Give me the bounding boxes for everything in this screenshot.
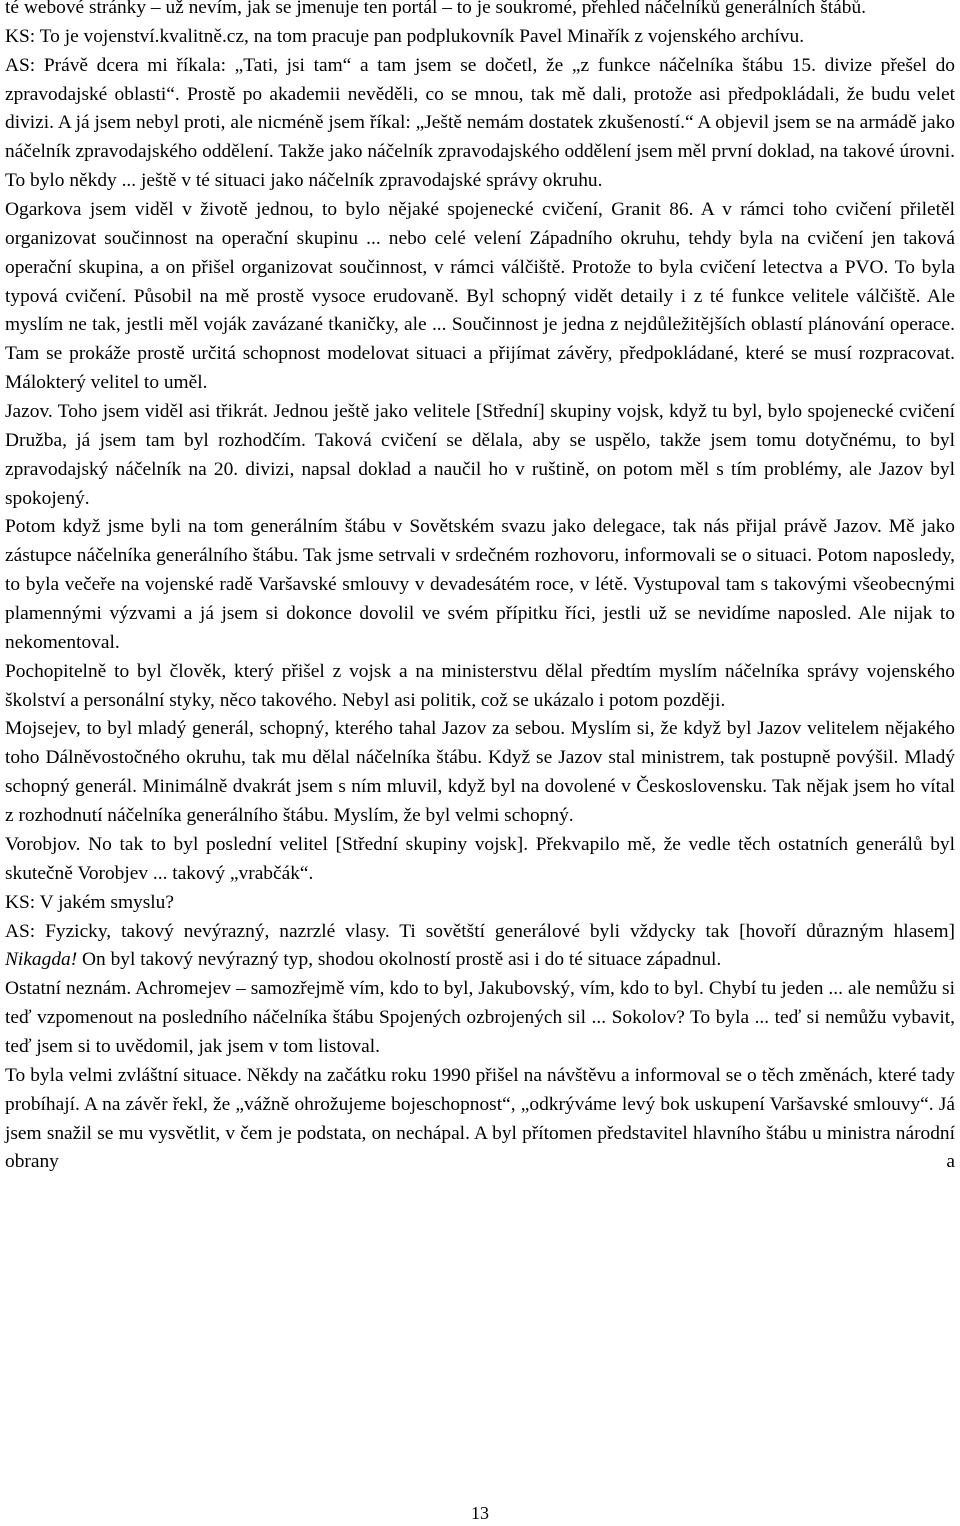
paragraph-text: Pochopitelně to byl člověk, který přišel z vojsk a na ministerstvu dělal předtím myslím náčelníka správy vojenského školství a personální styky, něco takového. Nebyl asi politik, což se ukázalo i potom později. (5, 660, 955, 711)
paragraph (5, 889, 955, 918)
paragraph (5, 918, 955, 976)
paragraph (5, 23, 955, 52)
paragraph (5, 1062, 955, 1177)
paragraph (5, 658, 955, 716)
paragraph (5, 196, 955, 398)
paragraph (5, 975, 955, 1062)
page-number: 13 (471, 1503, 489, 1523)
paragraph-text: AS: Právě dcera mi říkala: „Tati, jsi tam“ a tam jsem se dočetl, že „z funkce náčelníka štábu 15. divize přešel do zpravodajské oblasti“. Prostě po akademii nevěděli, co se mnou, tak mě dali, protože asi předpokládali, že budu velet divizi. A já jsem nebyl proti, ale nicméně jsem říkal: „Ještě nemám dostatek zkušeností.“ A objevil jsem se na armádě jako náčelník zpravodajského oddělení. Takže jako náčelník zpravodajského oddělení jsem měl první doklad, na takové úrovni. To bylo někdy ... ještě v té situaci jako náčelník zpravodajské správy okruhu. (5, 54, 955, 192)
paragraph-text: On byl takový nevýrazný typ, shodou okolností prostě asi i do té situace západnul. (77, 949, 722, 971)
paragraph (5, 715, 955, 830)
paragraph (5, 398, 955, 513)
paragraph-text: Mojsejev, to byl mladý generál, schopný, kterého tahal Jazov za sebou. Myslím si, že když byl Jazov velitelem nějakého toho Dálněvostočného okruhu, tak mu dělal náčelníka štábu. Když se Jazov stal ministrem, tak postupně povýšil. Mladý schopný generál. Minimálně dvakrát jsem s ním mluvil, když byl na dovolené v Československu. Tak nějak jsem ho vítal z rozhodnutí náčelníka generálního štábu. Myslím, že byl velmi schopný. (5, 718, 955, 827)
document-page (5, 0, 955, 1177)
paragraph-text: KS: To je vojenství.kvalitně.cz, na tom pracuje pan podplukovník Pavel Minařík z vojenského archívu. (5, 25, 805, 47)
paragraph (5, 0, 955, 23)
emphasis-text: Nikagda! (5, 949, 78, 971)
paragraph-text: Ostatní neznám. Achromejev – samozřejmě vím, kdo to byl, Jakubovský, vím, kdo to byl. Chybí tu jeden ... ale nemůžu si teď vzpomenout na posledního náčelníka štábu Spojených ozbrojených sil ... Sokolov? To byla ... teď si nemůžu vybavit, teď jsem si to uvědomil, jak jsem v tom listoval. (5, 978, 955, 1057)
paragraph-text: To byla velmi zvláštní situace. Někdy na začátku roku 1990 přišel na návštěvu a informoval se o těch změnách, které tady probíhají. A na závěr řekl, že „vážně ohrožujeme bojeschopnost“, „odkrýváme levý bok uskupení Varšavské smlouvy“. Já jsem snažil se mu vysvětlit, v čem je podstata, on nechápal. A byl přítomen představitel hlavního štábu u ministra národní obrany a (5, 1064, 955, 1173)
paragraph-text: Potom když jsme byli na tom generálním štábu v Sovětském svazu jako delegace, tak nás přijal právě Jazov. Mě jako zástupce náčelníka generálního štábu. Tak jsme setrvali v srdečném rozhovoru, informovali se o situaci. Potom naposledy, to byla večeře na vojenské radě Varšavské smlouvy v devadesátém roce, v létě. Vystupoval tam s takovými všeobecnými plamennými výzvami a já jsem si dokonce dovolil ve svém přípitku říci, jestli už se nevidíme naposled. Ale nijak to nekomentoval. (5, 516, 955, 653)
paragraph-text: KS: V jakém smyslu? (5, 891, 174, 913)
paragraph-text: AS: Fyzicky, takový nevýrazný, nazrzlé vlasy. Ti sovětští generálové byli vždycky tak [hovoří důrazným hlasem] (5, 920, 955, 942)
paragraph-text: Ogarkova jsem viděl v životě jednou, to bylo nějaké spojenecké cvičení, Granit 86. A v rámci toho cvičení přiletěl organizovat součinnost na operační skupinu ... nebo celé velení Západního okruhu, tehdy byla na cvičení jen taková operační skupina, a on přišel organizovat součinnost, v rámci válčiště. Protože to byla cvičení letectva a PVO. To byla typová cvičení. Působil na mě prostě vysoce erudovaně. Byl schopný vidět detaily i z té funkce velitele válčiště. Ale myslím ne tak, jestli měl voják zavázané tkaničky, ale ... Součinnost je jedna z nejdůležitějších oblastí plánování operace. Tam se prokáže prostě určitá schopnost modelovat situaci a přijímat závěry, předpokládané, které se musí rozpracovat. Málokterý velitel to uměl. (5, 199, 955, 394)
paragraph-text: Jazov. Toho jsem viděl asi třikrát. Jednou ještě jako velitele [Střední] skupiny vojsk, když tu byl, bylo spojenecké cvičení Družba, já jsem tam byl rozhodčím. Taková cvičení se dělala, aby se uspělo, takže jsem tomu dotyčnému, to byl zpravodajský náčelník na 20. divizi, napsal doklad a naučil ho v ruštině, on potom měl s tím problémy, ale Jazov byl spokojený. (5, 401, 955, 509)
paragraph (5, 831, 955, 889)
paragraph-text: té webové stránky – už nevím, jak se jmenuje ten portál – to je soukromé, přehled náčelníků generálních štábů. (5, 0, 866, 18)
paragraph (5, 513, 955, 657)
paragraph (5, 52, 955, 196)
document-body (5, 0, 955, 1177)
paragraph-text: Vorobjov. No tak to byl poslední velitel [Střední skupiny vojsk]. Překvapilo mě, že vedle těch ostatních generálů byl skutečně Vorobjev ... takový „vrabčák“. (5, 833, 955, 884)
